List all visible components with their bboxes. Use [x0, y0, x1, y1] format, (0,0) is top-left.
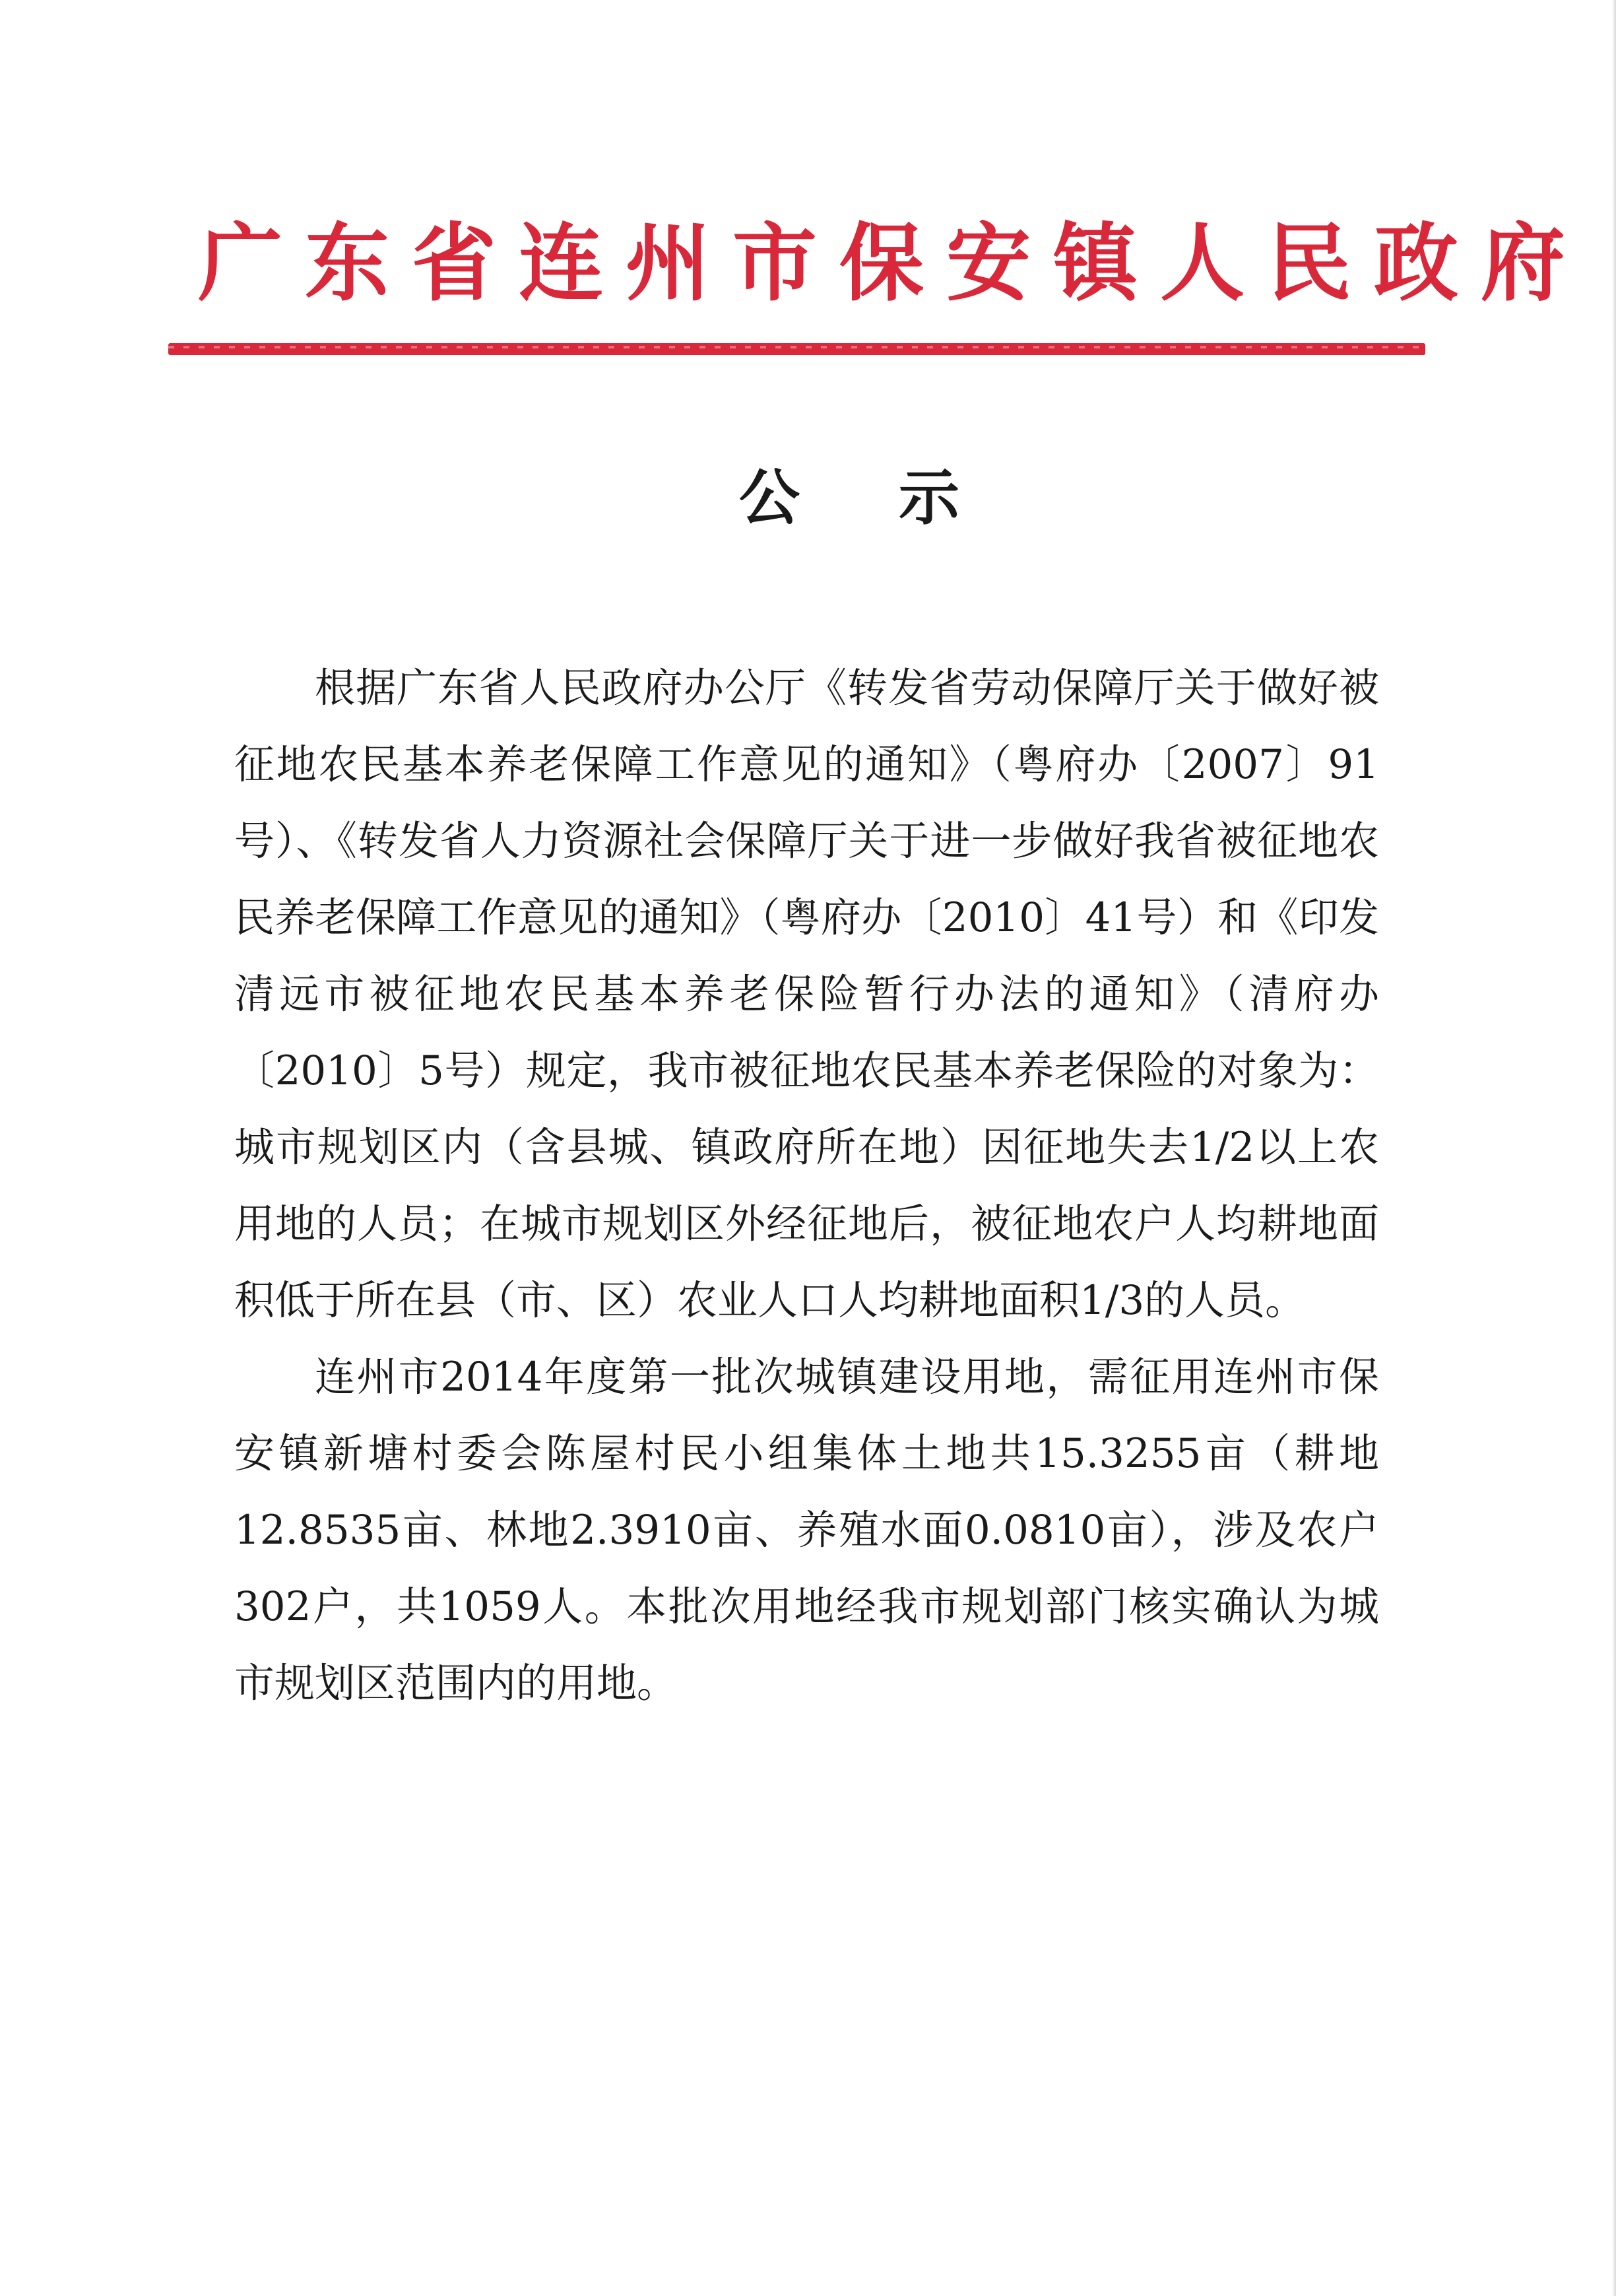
body-paragraph-1: 根据广东省人民政府办公厅《转发省劳动保障厅关于做好被征地农民基本养老保障工作意见的通知》（粤府办〔2007〕91号）、《转发省人力资源社会保障厅关于进一步做好我省被征地农民养老保障工作意见的通知》（粤府办〔2010〕41号）和《印发清远市被征地农民基本养老保险暂行办法的通知》（清府办〔2010〕5号）规定，我市被征地农民基本养老保险的对象为：城市规划区内（含县城、镇政府所在地）因征地失去1/2以上农用地的人员；在城市规划区外经征地后，被征地农户人均耕地面积低于所在县（市、区）农业人口人均耕地面积1/3的人员。	[234, 665, 1379, 1324]
page-edge	[1612, 0, 1616, 2296]
header-rule-texture	[168, 346, 1425, 348]
header-red-rule	[168, 343, 1425, 355]
document-body	[234, 650, 1379, 1722]
body-paragraph-2: 连州市2014年度第一批次城镇建设用地，需征用连州市保安镇新塘村委会陈屋村民小组集体土地共15.3255亩（耕地12.8535亩、林地2.3910亩、养殖水面0.0810亩），涉及农户302户，共1059人。本批次用地经我市规划部门核实确认为城市规划区范围内的用地。	[234, 1354, 1379, 1707]
document-title: 公示	[739, 463, 1059, 533]
issuer-header: 广东省连州市保安镇人民政府	[198, 214, 1588, 313]
